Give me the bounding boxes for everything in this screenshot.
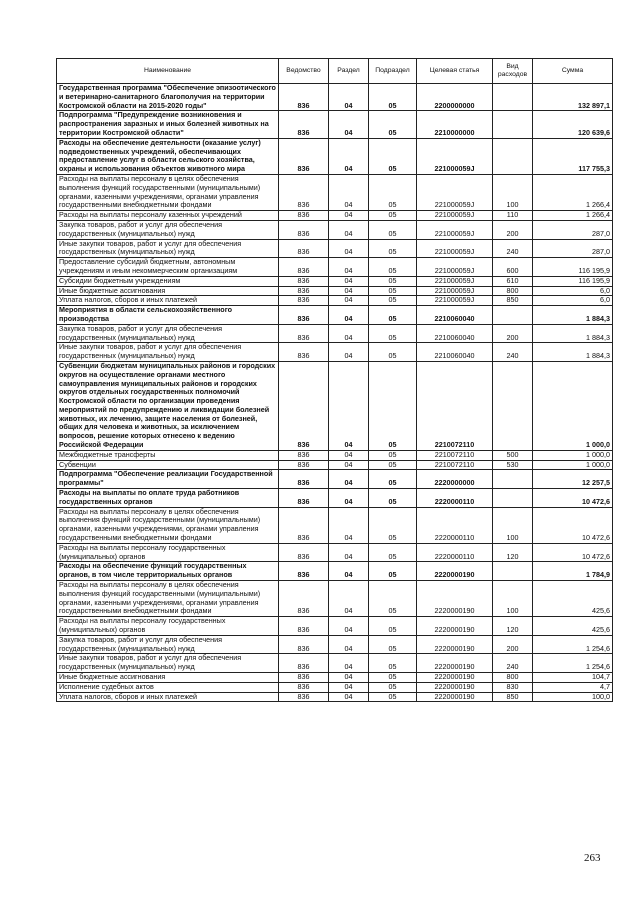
cell-celevaya-statya: 2210000000 bbox=[417, 111, 493, 138]
table-row bbox=[57, 239, 613, 258]
cell-celevaya-statya: 2210072110 bbox=[417, 460, 493, 470]
cell-podrazdel: 05 bbox=[369, 581, 417, 617]
table-row bbox=[57, 84, 613, 111]
cell-vid-raskhodov: 240 bbox=[493, 343, 533, 362]
cell-podrazdel: 05 bbox=[369, 692, 417, 702]
cell-razdel: 04 bbox=[329, 450, 369, 460]
cell-summa: 117 755,3 bbox=[533, 138, 613, 174]
table-row bbox=[57, 220, 613, 239]
cell-name: Иные закупки товаров, работ и услуг для обеспечения государственных (муниципальных) нужд bbox=[57, 239, 279, 258]
cell-name: Подпрограмма "Предупреждение возникновения и распространения заразных и иных болезней животных на территории Костромской области" bbox=[57, 111, 279, 138]
cell-podrazdel: 05 bbox=[369, 361, 417, 450]
cell-razdel: 04 bbox=[329, 286, 369, 296]
cell-razdel: 04 bbox=[329, 258, 369, 277]
cell-vedomstvo: 836 bbox=[279, 84, 329, 111]
cell-name: Предоставление субсидий бюджетным, автономным учреждениям и иным некоммерческим организациям bbox=[57, 258, 279, 277]
cell-razdel: 04 bbox=[329, 617, 369, 636]
cell-summa: 10 472,6 bbox=[533, 489, 613, 508]
cell-summa: 6,0 bbox=[533, 296, 613, 306]
cell-celevaya-statya: 2220000190 bbox=[417, 692, 493, 702]
cell-vedomstvo: 836 bbox=[279, 450, 329, 460]
cell-podrazdel: 05 bbox=[369, 138, 417, 174]
cell-podrazdel: 05 bbox=[369, 543, 417, 562]
cell-celevaya-statya: 2210072110 bbox=[417, 361, 493, 450]
cell-razdel: 04 bbox=[329, 581, 369, 617]
cell-celevaya-statya: 2220000190 bbox=[417, 635, 493, 654]
cell-podrazdel: 05 bbox=[369, 258, 417, 277]
cell-celevaya-statya: 2220000190 bbox=[417, 682, 493, 692]
cell-razdel: 04 bbox=[329, 673, 369, 683]
table-row bbox=[57, 470, 613, 489]
cell-vid-raskhodov: 600 bbox=[493, 258, 533, 277]
cell-razdel: 04 bbox=[329, 111, 369, 138]
cell-razdel: 04 bbox=[329, 220, 369, 239]
cell-summa: 116 195,9 bbox=[533, 276, 613, 286]
cell-vid-raskhodov bbox=[493, 111, 533, 138]
cell-vedomstvo: 836 bbox=[279, 581, 329, 617]
cell-podrazdel: 05 bbox=[369, 174, 417, 210]
cell-podrazdel: 05 bbox=[369, 296, 417, 306]
cell-summa: 1 254,6 bbox=[533, 654, 613, 673]
cell-razdel: 04 bbox=[329, 507, 369, 543]
table-row bbox=[57, 635, 613, 654]
cell-razdel: 04 bbox=[329, 239, 369, 258]
cell-name: Расходы на выплаты персоналу государственных (муниципальных) органов bbox=[57, 543, 279, 562]
budget-table bbox=[56, 58, 613, 702]
cell-vid-raskhodov bbox=[493, 306, 533, 325]
cell-celevaya-statya: 2220000110 bbox=[417, 507, 493, 543]
cell-vid-raskhodov: 800 bbox=[493, 286, 533, 296]
cell-razdel: 04 bbox=[329, 654, 369, 673]
cell-celevaya-statya: 221000059J bbox=[417, 138, 493, 174]
table-row bbox=[57, 174, 613, 210]
header-razdel: Раздел bbox=[329, 59, 369, 84]
cell-razdel: 04 bbox=[329, 470, 369, 489]
cell-podrazdel: 05 bbox=[369, 635, 417, 654]
cell-vid-raskhodov: 850 bbox=[493, 296, 533, 306]
cell-name: Государственная программа "Обеспечение эпизоотического и ветеринарно-санитарного благополучия на территории Костромской области на 2015-2020 годы" bbox=[57, 84, 279, 111]
cell-podrazdel: 05 bbox=[369, 562, 417, 581]
cell-celevaya-statya: 221000059J bbox=[417, 239, 493, 258]
cell-celevaya-statya: 2210060040 bbox=[417, 306, 493, 325]
cell-summa: 287,0 bbox=[533, 220, 613, 239]
cell-name: Расходы на выплаты персоналу государственных (муниципальных) органов bbox=[57, 617, 279, 636]
cell-vedomstvo: 836 bbox=[279, 211, 329, 221]
cell-name: Иные закупки товаров, работ и услуг для обеспечения государственных (муниципальных) нужд bbox=[57, 654, 279, 673]
cell-summa: 1 266,4 bbox=[533, 174, 613, 210]
cell-celevaya-statya: 221000059J bbox=[417, 174, 493, 210]
cell-summa: 1 000,0 bbox=[533, 450, 613, 460]
cell-vid-raskhodov: 200 bbox=[493, 324, 533, 343]
cell-name: Расходы на выплаты по оплате труда работников государственных органов bbox=[57, 489, 279, 508]
table-row bbox=[57, 654, 613, 673]
cell-summa: 6,0 bbox=[533, 286, 613, 296]
cell-vid-raskhodov: 240 bbox=[493, 239, 533, 258]
table-row bbox=[57, 276, 613, 286]
table-row bbox=[57, 343, 613, 362]
header-podrazdel: Подраздел bbox=[369, 59, 417, 84]
cell-vedomstvo: 836 bbox=[279, 306, 329, 325]
cell-razdel: 04 bbox=[329, 174, 369, 210]
cell-razdel: 04 bbox=[329, 296, 369, 306]
cell-podrazdel: 05 bbox=[369, 306, 417, 325]
cell-razdel: 04 bbox=[329, 276, 369, 286]
cell-razdel: 04 bbox=[329, 562, 369, 581]
cell-vid-raskhodov: 100 bbox=[493, 507, 533, 543]
cell-vedomstvo: 836 bbox=[279, 489, 329, 508]
cell-vedomstvo: 836 bbox=[279, 507, 329, 543]
cell-razdel: 04 bbox=[329, 460, 369, 470]
cell-podrazdel: 05 bbox=[369, 617, 417, 636]
cell-vedomstvo: 836 bbox=[279, 617, 329, 636]
cell-vedomstvo: 836 bbox=[279, 635, 329, 654]
cell-podrazdel: 05 bbox=[369, 239, 417, 258]
cell-summa: 1 884,3 bbox=[533, 324, 613, 343]
cell-podrazdel: 05 bbox=[369, 507, 417, 543]
header-celevaya-statya: Целевая статья bbox=[417, 59, 493, 84]
page-number: 263 bbox=[584, 852, 601, 864]
cell-name: Мероприятия в области сельскохозяйственного производства bbox=[57, 306, 279, 325]
cell-summa: 1 254,6 bbox=[533, 635, 613, 654]
cell-razdel: 04 bbox=[329, 635, 369, 654]
table-row bbox=[57, 489, 613, 508]
cell-name: Расходы на выплаты персоналу в целях обеспечения выполнения функций государственными (муниципальными) органами, казенными учреждениями, органами управления государственными внебюджетными фондами bbox=[57, 507, 279, 543]
cell-vid-raskhodov bbox=[493, 138, 533, 174]
cell-razdel: 04 bbox=[329, 324, 369, 343]
cell-razdel: 04 bbox=[329, 682, 369, 692]
cell-podrazdel: 05 bbox=[369, 111, 417, 138]
cell-vedomstvo: 836 bbox=[279, 111, 329, 138]
cell-celevaya-statya: 2210060040 bbox=[417, 324, 493, 343]
cell-name: Иные закупки товаров, работ и услуг для обеспечения государственных (муниципальных) нужд bbox=[57, 343, 279, 362]
cell-celevaya-statya: 221000059J bbox=[417, 258, 493, 277]
cell-celevaya-statya: 2220000190 bbox=[417, 562, 493, 581]
cell-celevaya-statya: 2210060040 bbox=[417, 343, 493, 362]
cell-podrazdel: 05 bbox=[369, 324, 417, 343]
cell-vid-raskhodov: 850 bbox=[493, 692, 533, 702]
cell-podrazdel: 05 bbox=[369, 450, 417, 460]
cell-vedomstvo: 836 bbox=[279, 138, 329, 174]
table-row bbox=[57, 111, 613, 138]
header-vid-raskhodov: Вид расходов bbox=[493, 59, 533, 84]
cell-vedomstvo: 836 bbox=[279, 682, 329, 692]
header-vedomstvo: Ведомство bbox=[279, 59, 329, 84]
cell-summa: 1 884,3 bbox=[533, 306, 613, 325]
cell-vid-raskhodov bbox=[493, 489, 533, 508]
cell-name: Расходы на обеспечение деятельности (оказание услуг) подведомственных учреждений, обеспечивающих предоставление услуг в области сельского хозяйства, охраны и использования объектов животного мира bbox=[57, 138, 279, 174]
cell-summa: 116 195,9 bbox=[533, 258, 613, 277]
cell-summa: 425,6 bbox=[533, 617, 613, 636]
cell-vedomstvo: 836 bbox=[279, 220, 329, 239]
cell-summa: 1 266,4 bbox=[533, 211, 613, 221]
cell-summa: 10 472,6 bbox=[533, 543, 613, 562]
table-row bbox=[57, 507, 613, 543]
cell-name: Межбюджетные трансферты bbox=[57, 450, 279, 460]
header-name: Наименование bbox=[57, 59, 279, 84]
cell-name: Закупка товаров, работ и услуг для обеспечения государственных (муниципальных) нужд bbox=[57, 635, 279, 654]
cell-celevaya-statya: 221000059J bbox=[417, 296, 493, 306]
cell-vedomstvo: 836 bbox=[279, 470, 329, 489]
cell-razdel: 04 bbox=[329, 211, 369, 221]
cell-summa: 12 257,5 bbox=[533, 470, 613, 489]
cell-podrazdel: 05 bbox=[369, 673, 417, 683]
table-row bbox=[57, 682, 613, 692]
cell-name: Субвенции bbox=[57, 460, 279, 470]
cell-celevaya-statya: 2220000000 bbox=[417, 470, 493, 489]
cell-celevaya-statya: 2220000190 bbox=[417, 673, 493, 683]
cell-vid-raskhodov: 120 bbox=[493, 543, 533, 562]
cell-vid-raskhodov: 240 bbox=[493, 654, 533, 673]
cell-name: Закупка товаров, работ и услуг для обеспечения государственных (муниципальных) нужд bbox=[57, 220, 279, 239]
cell-name: Расходы на выплаты персоналу казенных учреждений bbox=[57, 211, 279, 221]
cell-name: Иные бюджетные ассигнования bbox=[57, 673, 279, 683]
cell-summa: 425,6 bbox=[533, 581, 613, 617]
cell-podrazdel: 05 bbox=[369, 682, 417, 692]
table-row bbox=[57, 306, 613, 325]
table-row bbox=[57, 581, 613, 617]
cell-vedomstvo: 836 bbox=[279, 324, 329, 343]
cell-razdel: 04 bbox=[329, 489, 369, 508]
cell-celevaya-statya: 2220000110 bbox=[417, 489, 493, 508]
cell-summa: 1 000,0 bbox=[533, 361, 613, 450]
cell-vid-raskhodov bbox=[493, 84, 533, 111]
cell-vedomstvo: 836 bbox=[279, 361, 329, 450]
cell-celevaya-statya: 221000059J bbox=[417, 286, 493, 296]
cell-name: Расходы на обеспечение функций государственных органов, в том числе территориальных органов bbox=[57, 562, 279, 581]
cell-name: Уплата налогов, сборов и иных платежей bbox=[57, 296, 279, 306]
cell-summa: 287,0 bbox=[533, 239, 613, 258]
cell-celevaya-statya: 221000059J bbox=[417, 220, 493, 239]
cell-podrazdel: 05 bbox=[369, 470, 417, 489]
table-row bbox=[57, 258, 613, 277]
cell-vedomstvo: 836 bbox=[279, 673, 329, 683]
cell-vid-raskhodov: 110 bbox=[493, 211, 533, 221]
cell-celevaya-statya: 221000059J bbox=[417, 211, 493, 221]
cell-podrazdel: 05 bbox=[369, 489, 417, 508]
cell-name: Уплата налогов, сборов и иных платежей bbox=[57, 692, 279, 702]
cell-celevaya-statya: 2200000000 bbox=[417, 84, 493, 111]
table-row bbox=[57, 361, 613, 450]
cell-vid-raskhodov bbox=[493, 562, 533, 581]
table-row bbox=[57, 543, 613, 562]
cell-podrazdel: 05 bbox=[369, 286, 417, 296]
cell-razdel: 04 bbox=[329, 343, 369, 362]
cell-vid-raskhodov bbox=[493, 361, 533, 450]
cell-celevaya-statya: 2220000110 bbox=[417, 543, 493, 562]
cell-name: Субвенции бюджетам муниципальных районов и городских округов на осуществление органами местного самоуправления муниципальных районов и городских округов отдельных государственных полномочий Костромской области по организации проведения мероприятий по предупреждению и ликвидации болезней животных, их лечению, защите населения от болезней, общих для человека и животных, за исключением вопросов, решение которых отнесено к ведению Российской Федерации bbox=[57, 361, 279, 450]
cell-razdel: 04 bbox=[329, 361, 369, 450]
table-row bbox=[57, 562, 613, 581]
cell-name: Закупка товаров, работ и услуг для обеспечения государственных (муниципальных) нужд bbox=[57, 324, 279, 343]
cell-razdel: 04 bbox=[329, 543, 369, 562]
cell-vedomstvo: 836 bbox=[279, 174, 329, 210]
table-row bbox=[57, 692, 613, 702]
cell-vedomstvo: 836 bbox=[279, 543, 329, 562]
cell-podrazdel: 05 bbox=[369, 211, 417, 221]
table-row bbox=[57, 617, 613, 636]
cell-summa: 100,0 bbox=[533, 692, 613, 702]
cell-vedomstvo: 836 bbox=[279, 654, 329, 673]
cell-podrazdel: 05 bbox=[369, 343, 417, 362]
cell-summa: 104,7 bbox=[533, 673, 613, 683]
cell-name: Расходы на выплаты персоналу в целях обеспечения выполнения функций государственными (муниципальными) органами, казенными учреждениями, органами управления государственными внебюджетными фондами bbox=[57, 581, 279, 617]
cell-vid-raskhodov: 500 bbox=[493, 450, 533, 460]
cell-vedomstvo: 836 bbox=[279, 296, 329, 306]
table-row bbox=[57, 211, 613, 221]
header-summa: Сумма bbox=[533, 59, 613, 84]
cell-podrazdel: 05 bbox=[369, 220, 417, 239]
cell-vid-raskhodov: 830 bbox=[493, 682, 533, 692]
cell-name: Расходы на выплаты персоналу в целях обеспечения выполнения функций государственными (муниципальными) органами, казенными учреждениями, органами управления государственными внебюджетными фондами bbox=[57, 174, 279, 210]
cell-vid-raskhodov: 100 bbox=[493, 581, 533, 617]
cell-vedomstvo: 836 bbox=[279, 460, 329, 470]
cell-name: Подпрограмма "Обеспечение реализации Государственной программы" bbox=[57, 470, 279, 489]
cell-celevaya-statya: 2210072110 bbox=[417, 450, 493, 460]
cell-vid-raskhodov: 120 bbox=[493, 617, 533, 636]
cell-razdel: 04 bbox=[329, 84, 369, 111]
cell-vid-raskhodov bbox=[493, 470, 533, 489]
cell-summa: 132 897,1 bbox=[533, 84, 613, 111]
cell-celevaya-statya: 2220000190 bbox=[417, 654, 493, 673]
cell-summa: 1 784,9 bbox=[533, 562, 613, 581]
cell-celevaya-statya: 2220000190 bbox=[417, 581, 493, 617]
cell-vid-raskhodov: 200 bbox=[493, 635, 533, 654]
cell-razdel: 04 bbox=[329, 692, 369, 702]
table-row bbox=[57, 673, 613, 683]
cell-vedomstvo: 836 bbox=[279, 239, 329, 258]
cell-vedomstvo: 836 bbox=[279, 276, 329, 286]
table-row bbox=[57, 138, 613, 174]
table-row bbox=[57, 324, 613, 343]
table-header-row bbox=[57, 59, 613, 84]
cell-summa: 10 472,6 bbox=[533, 507, 613, 543]
cell-podrazdel: 05 bbox=[369, 460, 417, 470]
cell-vid-raskhodov: 610 bbox=[493, 276, 533, 286]
cell-vedomstvo: 836 bbox=[279, 692, 329, 702]
cell-podrazdel: 05 bbox=[369, 276, 417, 286]
cell-summa: 1 000,0 bbox=[533, 460, 613, 470]
cell-celevaya-statya: 2220000190 bbox=[417, 617, 493, 636]
cell-vedomstvo: 836 bbox=[279, 258, 329, 277]
cell-podrazdel: 05 bbox=[369, 84, 417, 111]
cell-name: Субсидии бюджетным учреждениям bbox=[57, 276, 279, 286]
cell-vedomstvo: 836 bbox=[279, 562, 329, 581]
cell-podrazdel: 05 bbox=[369, 654, 417, 673]
cell-summa: 1 884,3 bbox=[533, 343, 613, 362]
cell-vedomstvo: 836 bbox=[279, 286, 329, 296]
cell-vid-raskhodov: 200 bbox=[493, 220, 533, 239]
cell-razdel: 04 bbox=[329, 306, 369, 325]
cell-celevaya-statya: 221000059J bbox=[417, 276, 493, 286]
cell-vid-raskhodov: 800 bbox=[493, 673, 533, 683]
cell-vid-raskhodov: 100 bbox=[493, 174, 533, 210]
cell-summa: 120 639,6 bbox=[533, 111, 613, 138]
table-body bbox=[57, 84, 613, 702]
cell-vedomstvo: 836 bbox=[279, 343, 329, 362]
cell-name: Иные бюджетные ассигнования bbox=[57, 286, 279, 296]
cell-razdel: 04 bbox=[329, 138, 369, 174]
table-row bbox=[57, 450, 613, 460]
cell-vid-raskhodov: 530 bbox=[493, 460, 533, 470]
cell-summa: 4,7 bbox=[533, 682, 613, 692]
cell-name: Исполнение судебных актов bbox=[57, 682, 279, 692]
